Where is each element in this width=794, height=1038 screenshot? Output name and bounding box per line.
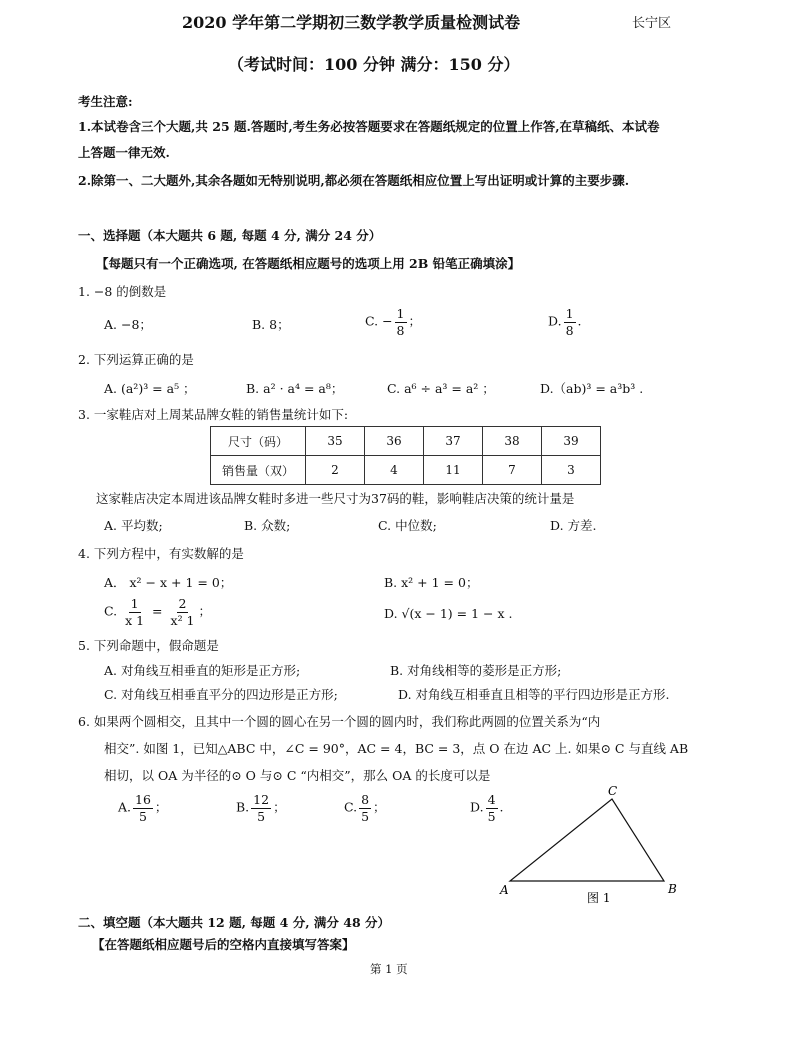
q5-option-a: A. 对角线互相垂直的矩形是正方形; (104, 663, 301, 678)
q1-option-b: B. 8； (252, 317, 290, 332)
q6-option-a: A. $\frac{16}{5}$ ； (118, 792, 168, 824)
district-label: 长宁区 (632, 16, 672, 31)
page-number: 第 1 页 (370, 962, 408, 976)
q3-sales-table (210, 426, 601, 485)
q3-followup: 这家鞋店决定本周进该品牌女鞋时多进一些尺寸为37码的鞋，影响鞋店决策的统计量是 (96, 491, 575, 506)
section1-instruction: 【每题只有一个正确选项, 在答题纸相应题号的选项上用 2B 铅笔正确填涂】 (96, 256, 521, 271)
q3-stem: 3. 一家鞋店对上周某品牌女鞋的销售量统计如下: (78, 407, 349, 422)
table-cell: 38 (483, 427, 542, 456)
q6-option-d: D. $\frac{4}{5}$ . (470, 792, 504, 824)
page-title: 2020 学年第二学期初三数学教学质量检测试卷 (182, 13, 521, 32)
vertex-label-a: A (500, 883, 509, 897)
triangle-abc (510, 799, 664, 881)
table-cell: 36 (365, 427, 424, 456)
notice-heading: 考生注意: (78, 94, 133, 109)
vertex-label-c: C (608, 786, 618, 798)
q1-option-a: A. −8； (104, 317, 152, 332)
figure-caption: 图 1 (587, 891, 611, 905)
q6-line-1: 6. 如果两个圆相交，且其中一个圆的圆心在另一个圆的圆内时，我们称此两圆的位置关系为“内 (78, 714, 601, 729)
q3-option-a: A. 平均数; (104, 518, 163, 533)
table-cell: 3 (542, 456, 601, 485)
q1-option-d: D. $\frac{1}{8}$ . (548, 306, 582, 338)
table-cell: 尺寸（码） (211, 427, 306, 456)
q5-option-d: D. 对角线互相垂直且相等的平行四边形是正方形. (398, 687, 670, 702)
table-cell: 4 (365, 456, 424, 485)
q6-line-2: 相交”. 如图 1，已知△ABC 中，∠C = 90°，AC = 4，BC = 3，点 O 在边 AC 上. 如果⊙ C 与直线 AB (104, 741, 689, 756)
table-row (211, 427, 601, 456)
section2-heading: 二、填空题（本大题共 12 题, 每题 4 分, 满分 48 分） (78, 915, 391, 930)
vertex-label-b: B (668, 882, 677, 896)
notice-item-1-cont: 上答题一律无效. (78, 145, 170, 160)
q2-option-c: C. a⁶ ÷ a³ = a² ； (387, 381, 495, 396)
q6-option-b: B. $\frac{12}{5}$ ； (236, 792, 286, 824)
table-cell: 销售量（双） (211, 456, 306, 485)
q2-option-b: B. a² · a⁴ = a⁸； (246, 381, 344, 396)
table-cell: 2 (306, 456, 365, 485)
table-cell: 35 (306, 427, 365, 456)
table-cell: 11 (424, 456, 483, 485)
q2-stem: 2. 下列运算正确的是 (78, 352, 194, 367)
q2-option-a: A. (a²)³ = a⁵ ； (104, 381, 196, 396)
q5-option-b: B. 对角线相等的菱形是正方形; (390, 663, 562, 678)
q4-stem: 4. 下列方程中，有实数解的是 (78, 546, 244, 561)
table-cell: 37 (424, 427, 483, 456)
q3-option-b: B. 众数; (244, 518, 291, 533)
q4-option-d: D. √(x − 1) = 1 − x . (384, 606, 513, 621)
section2-instruction: 【在答题纸相应题号后的空格内直接填写答案】 (92, 937, 355, 952)
q6-line-3: 相切，以 OA 为半径的⊙ O 与⊙ C “内相交”，那么 OA 的长度可以是 (104, 768, 491, 783)
table-cell: 39 (542, 427, 601, 456)
q5-stem: 5. 下列命题中，假命题是 (78, 638, 219, 653)
figure-1-triangle (490, 786, 690, 908)
q1-stem: 1. −8 的倒数是 (78, 284, 167, 299)
q4-option-c: C. $\frac{1}{x 1}$ = $\frac{2}{\text{x² 1}}$ ； (104, 596, 212, 628)
q3-option-d: D. 方差. (550, 518, 597, 533)
q6-option-c: C. $\frac{8}{5}$ ； (344, 792, 386, 824)
notice-item-1: 1.本试卷含三个大题,共 25 题.答题时,考生务必按答题要求在答题纸规定的位置上作答,在草稿纸、本试卷 (78, 119, 660, 134)
q1-option-c: C. − $\frac{1}{8}$ ； (365, 306, 422, 338)
section1-heading: 一、选择题（本大题共 6 题, 每题 4 分, 满分 24 分） (78, 228, 382, 243)
notice-item-2: 2.除第一、二大题外,其余各题如无特别说明,都必须在答题纸相应位置上写出证明或计算的主要步骤. (78, 173, 630, 188)
q4-option-b: B. x² + 1 = 0； (384, 575, 479, 590)
table-cell: 7 (483, 456, 542, 485)
q4-option-a: A． x² − x + 1 = 0； (104, 575, 233, 590)
q5-option-c: C. 对角线互相垂直平分的四边形是正方形; (104, 687, 338, 702)
exam-info: （考试时间：100 分钟 满分：150 分） (228, 55, 520, 74)
q2-option-d: D.（ab)³ = a³b³ . (540, 381, 644, 396)
table-row (211, 456, 601, 485)
q3-option-c: C. 中位数; (378, 518, 437, 533)
